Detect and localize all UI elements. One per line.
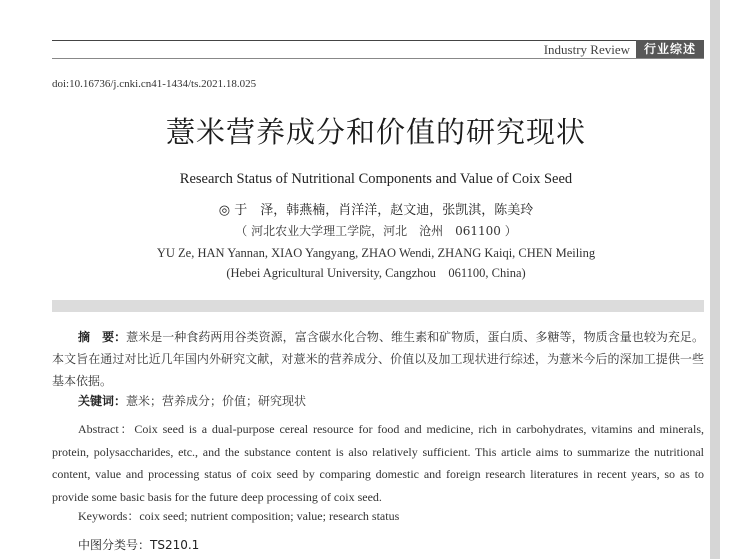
page-title-cn: 薏米营养成分和价值的研究现状 [165, 115, 586, 149]
abstract-cn-label: 摘 要： [78, 330, 127, 344]
abstract-cn [52, 326, 704, 392]
keywords-cn [78, 391, 698, 411]
abstract-cn-text: 薏米是一种食药两用谷类资源，富含碳水化合物、维生素和矿物质，蛋白质、多糖等，物质含量也较为充足。本文旨在通过对比近几年国内外研究文献，对薏米的营养成分、价值以及加工现状进行综述，为薏米今后的深加工提供一些基本依据。 [52, 330, 704, 388]
authors-cn: ◎ 于 泽，韩燕楠，肖洋洋，赵文迪，张凯淇，陈美玲 [218, 203, 534, 218]
authors-en: YU Ze, HAN Yannan, XIAO Yangyang, ZHAO Wendi, ZHANG Kaiqi, CHEN Meiling [156, 246, 596, 260]
keywords-cn-label: 关键词： [78, 394, 127, 408]
keywords-en [78, 506, 698, 526]
clc-text: TS210.1 [150, 538, 200, 552]
keywords-cn-text: 薏米；营养成分；价值；研究现状 [126, 394, 307, 408]
page-title-en: Research Status of Nutritional Components and Value of Coix Seed [179, 171, 573, 187]
clc-number [78, 535, 698, 555]
section-label-en: Industry Review [543, 42, 630, 57]
affiliation-cn: （ 河北农业大学理工学院，河北 沧州 061100 ） [235, 224, 517, 238]
keywords-en-text: coix seed; nutrient composition; value; research status [139, 509, 400, 523]
abstract-en [52, 418, 704, 508]
section-divider-band [52, 300, 704, 312]
section-badge-cn: 行业综述 [636, 40, 704, 58]
affiliation-en: (Hebei Agricultural University, Cangzhou 061100, China) [226, 266, 526, 280]
clc-label: 中图分类号： [78, 538, 151, 552]
keywords-en-label: Keywords： [78, 509, 140, 523]
abstract-en-text: Coix seed is a dual-purpose cereal resource for food and medicine, rich in carbohydrates, vitamins and minerals, protein, polysaccharides, etc., and the substance content is also relatively sufficient. This article aims to summarize the nutritional content, value and processing status of coix seed by comparing domestic and foreign research literatures in recent years, so as to provide some basic basis for the future deep processing of coix seed. [52, 422, 704, 504]
abstract-en-label: Abstract： [78, 422, 135, 436]
header-bottom-rule [52, 58, 704, 59]
doi-line: doi:10.16736/j.cnki.cn41-1434/ts.2021.18.025 [52, 78, 257, 90]
